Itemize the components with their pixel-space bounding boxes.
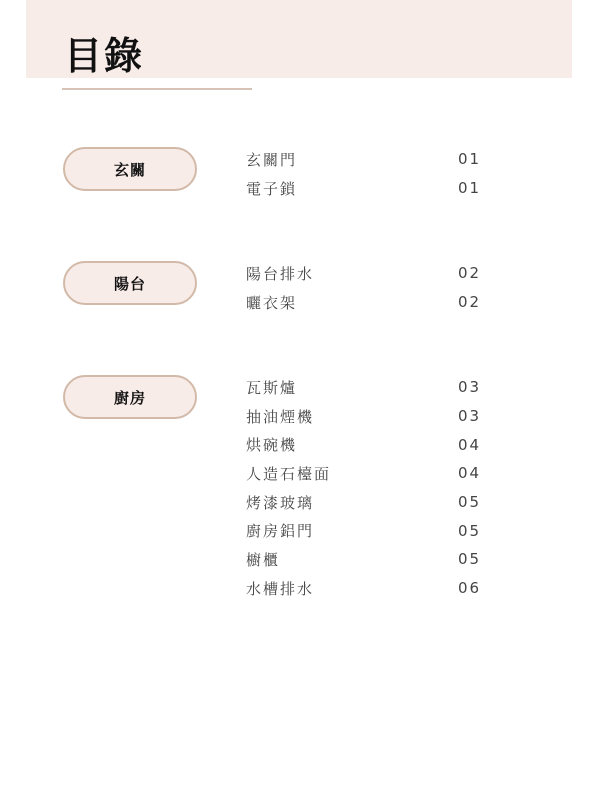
section-label: 廚房 xyxy=(113,388,146,407)
entry-name: 水槽排水 xyxy=(246,579,315,598)
page-title: 目錄 xyxy=(64,34,145,78)
toc-entry[interactable] xyxy=(246,145,486,174)
entry-list xyxy=(246,145,486,202)
entry-name: 烘碗機 xyxy=(246,436,298,455)
toc-entry[interactable] xyxy=(246,259,486,288)
entry-name: 電子鎖 xyxy=(246,179,298,198)
section-label: 玄關 xyxy=(113,160,146,179)
entry-page-number: 05 xyxy=(458,521,482,540)
section-label-pill xyxy=(63,261,197,305)
entry-list xyxy=(246,373,486,603)
entry-name: 人造石檯面 xyxy=(246,464,332,483)
toc-entry[interactable] xyxy=(246,516,486,545)
toc-entry[interactable] xyxy=(246,402,486,431)
toc-entry[interactable] xyxy=(246,545,486,574)
toc-entry[interactable] xyxy=(246,174,486,203)
section-label-pill xyxy=(63,147,197,191)
entry-page-number: 01 xyxy=(458,150,482,169)
entry-name: 曬衣架 xyxy=(246,293,298,312)
entry-name: 櫥櫃 xyxy=(246,550,281,569)
entry-name: 陽台排水 xyxy=(246,264,315,283)
toc-entry[interactable] xyxy=(246,459,486,488)
toc-entry[interactable] xyxy=(246,430,486,459)
entry-name: 瓦斯爐 xyxy=(246,378,298,397)
entry-page-number: 04 xyxy=(458,435,482,454)
toc-entry[interactable] xyxy=(246,373,486,402)
title-underline xyxy=(62,88,252,90)
entry-page-number: 03 xyxy=(458,378,482,397)
entry-name: 廚房鋁門 xyxy=(246,522,315,541)
entry-page-number: 06 xyxy=(458,579,482,598)
entry-name: 抽油煙機 xyxy=(246,407,315,426)
entry-page-number: 01 xyxy=(458,179,482,198)
entry-page-number: 04 xyxy=(458,464,482,483)
entry-page-number: 05 xyxy=(458,493,482,512)
toc-entry[interactable] xyxy=(246,288,486,317)
toc-entry[interactable] xyxy=(246,488,486,517)
entry-page-number: 02 xyxy=(458,293,482,312)
entry-page-number: 03 xyxy=(458,407,482,426)
entry-name: 烤漆玻璃 xyxy=(246,493,315,512)
section-label-pill xyxy=(63,375,197,419)
section-label: 陽台 xyxy=(113,274,146,293)
entry-name: 玄關門 xyxy=(246,150,298,169)
toc-entry[interactable] xyxy=(246,574,486,603)
entry-list xyxy=(246,259,486,316)
entry-page-number: 05 xyxy=(458,550,482,569)
entry-page-number: 02 xyxy=(458,264,482,283)
